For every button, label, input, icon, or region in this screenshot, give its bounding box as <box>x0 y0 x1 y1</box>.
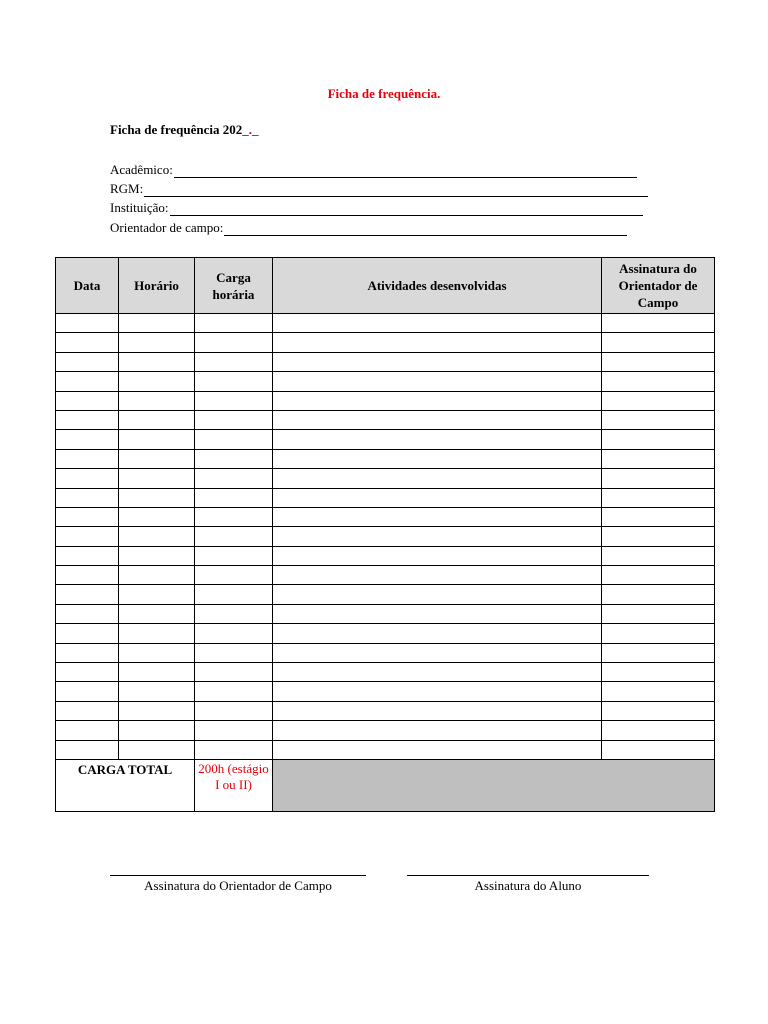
table-row <box>56 391 715 410</box>
cell-carga[interactable] <box>195 430 273 449</box>
cell-carga[interactable] <box>195 624 273 643</box>
orientador-label: Orientador de campo: <box>110 220 224 235</box>
table-row <box>56 663 715 682</box>
header-data: Data <box>56 258 119 314</box>
cell-atividades[interactable] <box>273 527 602 546</box>
cell-horario[interactable] <box>119 604 195 623</box>
table-row <box>56 740 715 759</box>
cell-assinatura[interactable] <box>602 566 715 585</box>
year-blank: _._ <box>242 122 259 137</box>
cell-atividades[interactable] <box>273 507 602 526</box>
cell-horario[interactable] <box>119 740 195 759</box>
cell-atividades[interactable] <box>273 410 602 429</box>
table-row <box>56 604 715 623</box>
cell-carga[interactable] <box>195 721 273 740</box>
cell-horario[interactable] <box>119 430 195 449</box>
cell-data[interactable] <box>56 314 119 333</box>
cell-data[interactable] <box>56 701 119 720</box>
cell-horario[interactable] <box>119 527 195 546</box>
table-header-row <box>56 258 715 314</box>
cell-atividades[interactable] <box>273 585 602 604</box>
table-row <box>56 314 715 333</box>
cell-assinatura[interactable] <box>602 449 715 468</box>
cell-atividades[interactable] <box>273 682 602 701</box>
rgm-line[interactable] <box>144 182 648 197</box>
table-row <box>56 372 715 391</box>
cell-data[interactable] <box>56 604 119 623</box>
cell-assinatura[interactable] <box>602 527 715 546</box>
cell-atividades[interactable] <box>273 314 602 333</box>
cell-atividades[interactable] <box>273 333 602 352</box>
cell-atividades[interactable] <box>273 488 602 507</box>
form-subtitle <box>110 122 259 138</box>
table-row <box>56 333 715 352</box>
cell-assinatura[interactable] <box>602 546 715 565</box>
instituicao-field <box>110 198 643 216</box>
cell-atividades[interactable] <box>273 352 602 371</box>
cell-assinatura[interactable] <box>602 643 715 662</box>
cell-horario[interactable] <box>119 333 195 352</box>
cell-assinatura[interactable] <box>602 333 715 352</box>
orientador-line[interactable] <box>224 221 627 236</box>
cell-horario[interactable] <box>119 663 195 682</box>
cell-horario[interactable] <box>119 488 195 507</box>
table-row <box>56 721 715 740</box>
cell-data[interactable] <box>56 469 119 488</box>
total-shaded-cell <box>273 759 715 811</box>
cell-atividades[interactable] <box>273 566 602 585</box>
cell-data[interactable] <box>56 430 119 449</box>
header-carga-horaria: Carga horária <box>195 258 273 314</box>
cell-horario[interactable] <box>119 352 195 371</box>
signature-aluno-line[interactable] <box>407 875 649 877</box>
cell-horario[interactable] <box>119 624 195 643</box>
cell-data[interactable] <box>56 682 119 701</box>
cell-carga[interactable] <box>195 643 273 662</box>
signature-aluno <box>407 875 649 894</box>
cell-carga[interactable] <box>195 682 273 701</box>
cell-carga[interactable] <box>195 585 273 604</box>
academico-line[interactable] <box>174 163 637 178</box>
cell-data[interactable] <box>56 643 119 662</box>
cell-atividades[interactable] <box>273 449 602 468</box>
cell-horario[interactable] <box>119 585 195 604</box>
cell-carga[interactable] <box>195 352 273 371</box>
cell-data[interactable] <box>56 352 119 371</box>
cell-carga[interactable] <box>195 527 273 546</box>
cell-data[interactable] <box>56 333 119 352</box>
cell-horario[interactable] <box>119 546 195 565</box>
cell-carga[interactable] <box>195 314 273 333</box>
cell-assinatura[interactable] <box>602 721 715 740</box>
cell-atividades[interactable] <box>273 643 602 662</box>
frequency-table <box>55 257 715 812</box>
signature-orientador-line[interactable] <box>110 875 366 877</box>
cell-atividades[interactable] <box>273 546 602 565</box>
cell-data[interactable] <box>56 372 119 391</box>
cell-atividades[interactable] <box>273 663 602 682</box>
instituicao-label: Instituição: <box>110 200 169 215</box>
table-row <box>56 701 715 720</box>
cell-data[interactable] <box>56 585 119 604</box>
cell-assinatura[interactable] <box>602 488 715 507</box>
cell-horario[interactable] <box>119 314 195 333</box>
cell-data[interactable] <box>56 410 119 429</box>
total-row <box>56 759 715 811</box>
academico-field <box>110 160 637 178</box>
table-row <box>56 624 715 643</box>
cell-carga[interactable] <box>195 740 273 759</box>
cell-data[interactable] <box>56 488 119 507</box>
cell-horario[interactable] <box>119 682 195 701</box>
cell-horario[interactable] <box>119 643 195 662</box>
cell-assinatura[interactable] <box>602 391 715 410</box>
table-row <box>56 469 715 488</box>
cell-horario[interactable] <box>119 410 195 429</box>
cell-carga[interactable] <box>195 701 273 720</box>
cell-data[interactable] <box>56 449 119 468</box>
cell-horario[interactable] <box>119 507 195 526</box>
cell-data[interactable] <box>56 507 119 526</box>
cell-assinatura[interactable] <box>602 701 715 720</box>
cell-carga[interactable] <box>195 333 273 352</box>
cell-carga[interactable] <box>195 391 273 410</box>
cell-assinatura[interactable] <box>602 585 715 604</box>
table-row <box>56 682 715 701</box>
cell-carga[interactable] <box>195 488 273 507</box>
cell-assinatura[interactable] <box>602 430 715 449</box>
cell-assinatura[interactable] <box>602 314 715 333</box>
cell-atividades[interactable] <box>273 740 602 759</box>
header-atividades: Atividades desenvolvidas <box>273 258 602 314</box>
cell-assinatura[interactable] <box>602 740 715 759</box>
cell-carga[interactable] <box>195 663 273 682</box>
cell-assinatura[interactable] <box>602 507 715 526</box>
table-row <box>56 449 715 468</box>
cell-assinatura[interactable] <box>602 410 715 429</box>
total-label: CARGA TOTAL <box>56 759 195 811</box>
cell-horario[interactable] <box>119 701 195 720</box>
cell-assinatura[interactable] <box>602 352 715 371</box>
cell-atividades[interactable] <box>273 469 602 488</box>
cell-data[interactable] <box>56 721 119 740</box>
orientador-field <box>110 218 627 236</box>
cell-data[interactable] <box>56 527 119 546</box>
cell-assinatura[interactable] <box>602 604 715 623</box>
cell-data[interactable] <box>56 566 119 585</box>
cell-atividades[interactable] <box>273 430 602 449</box>
rgm-label: RGM: <box>110 181 144 196</box>
cell-horario[interactable] <box>119 391 195 410</box>
academico-label: Acadêmico: <box>110 162 173 177</box>
table-row <box>56 410 715 429</box>
cell-assinatura[interactable] <box>602 663 715 682</box>
rgm-field <box>110 179 648 197</box>
cell-carga[interactable] <box>195 372 273 391</box>
cell-carga[interactable] <box>195 507 273 526</box>
cell-horario[interactable] <box>119 449 195 468</box>
cell-atividades[interactable] <box>273 701 602 720</box>
table-row <box>56 527 715 546</box>
signature-orientador <box>110 875 366 894</box>
cell-carga[interactable] <box>195 604 273 623</box>
cell-data[interactable] <box>56 624 119 643</box>
header-assinatura: Assinatura do Orientador de Campo <box>602 258 715 314</box>
table-row <box>56 352 715 371</box>
signature-orientador-label: Assinatura do Orientador de Campo <box>144 878 332 893</box>
header-horario: Horário <box>119 258 195 314</box>
table-row <box>56 643 715 662</box>
cell-horario[interactable] <box>119 566 195 585</box>
subtitle-text: Ficha de frequência 202 <box>110 122 243 137</box>
total-value: 200h (estágio I ou II) <box>195 759 273 811</box>
table-row <box>56 430 715 449</box>
cell-data[interactable] <box>56 663 119 682</box>
cell-horario[interactable] <box>119 469 195 488</box>
cell-atividades[interactable] <box>273 391 602 410</box>
cell-atividades[interactable] <box>273 624 602 643</box>
table-row <box>56 566 715 585</box>
cell-data[interactable] <box>56 391 119 410</box>
cell-atividades[interactable] <box>273 604 602 623</box>
cell-carga[interactable] <box>195 546 273 565</box>
cell-assinatura[interactable] <box>602 682 715 701</box>
cell-atividades[interactable] <box>273 721 602 740</box>
instituicao-line[interactable] <box>170 201 643 216</box>
cell-horario[interactable] <box>119 372 195 391</box>
cell-assinatura[interactable] <box>602 469 715 488</box>
cell-assinatura[interactable] <box>602 624 715 643</box>
document-title: Ficha de frequência. <box>327 86 441 101</box>
cell-atividades[interactable] <box>273 372 602 391</box>
cell-carga[interactable] <box>195 469 273 488</box>
cell-data[interactable] <box>56 740 119 759</box>
cell-carga[interactable] <box>195 449 273 468</box>
signature-aluno-label: Assinatura do Aluno <box>474 878 582 893</box>
cell-data[interactable] <box>56 546 119 565</box>
table-row <box>56 507 715 526</box>
table-row <box>56 546 715 565</box>
cell-horario[interactable] <box>119 721 195 740</box>
table-row <box>56 585 715 604</box>
cell-assinatura[interactable] <box>602 372 715 391</box>
table-row <box>56 488 715 507</box>
cell-carga[interactable] <box>195 566 273 585</box>
cell-carga[interactable] <box>195 410 273 429</box>
